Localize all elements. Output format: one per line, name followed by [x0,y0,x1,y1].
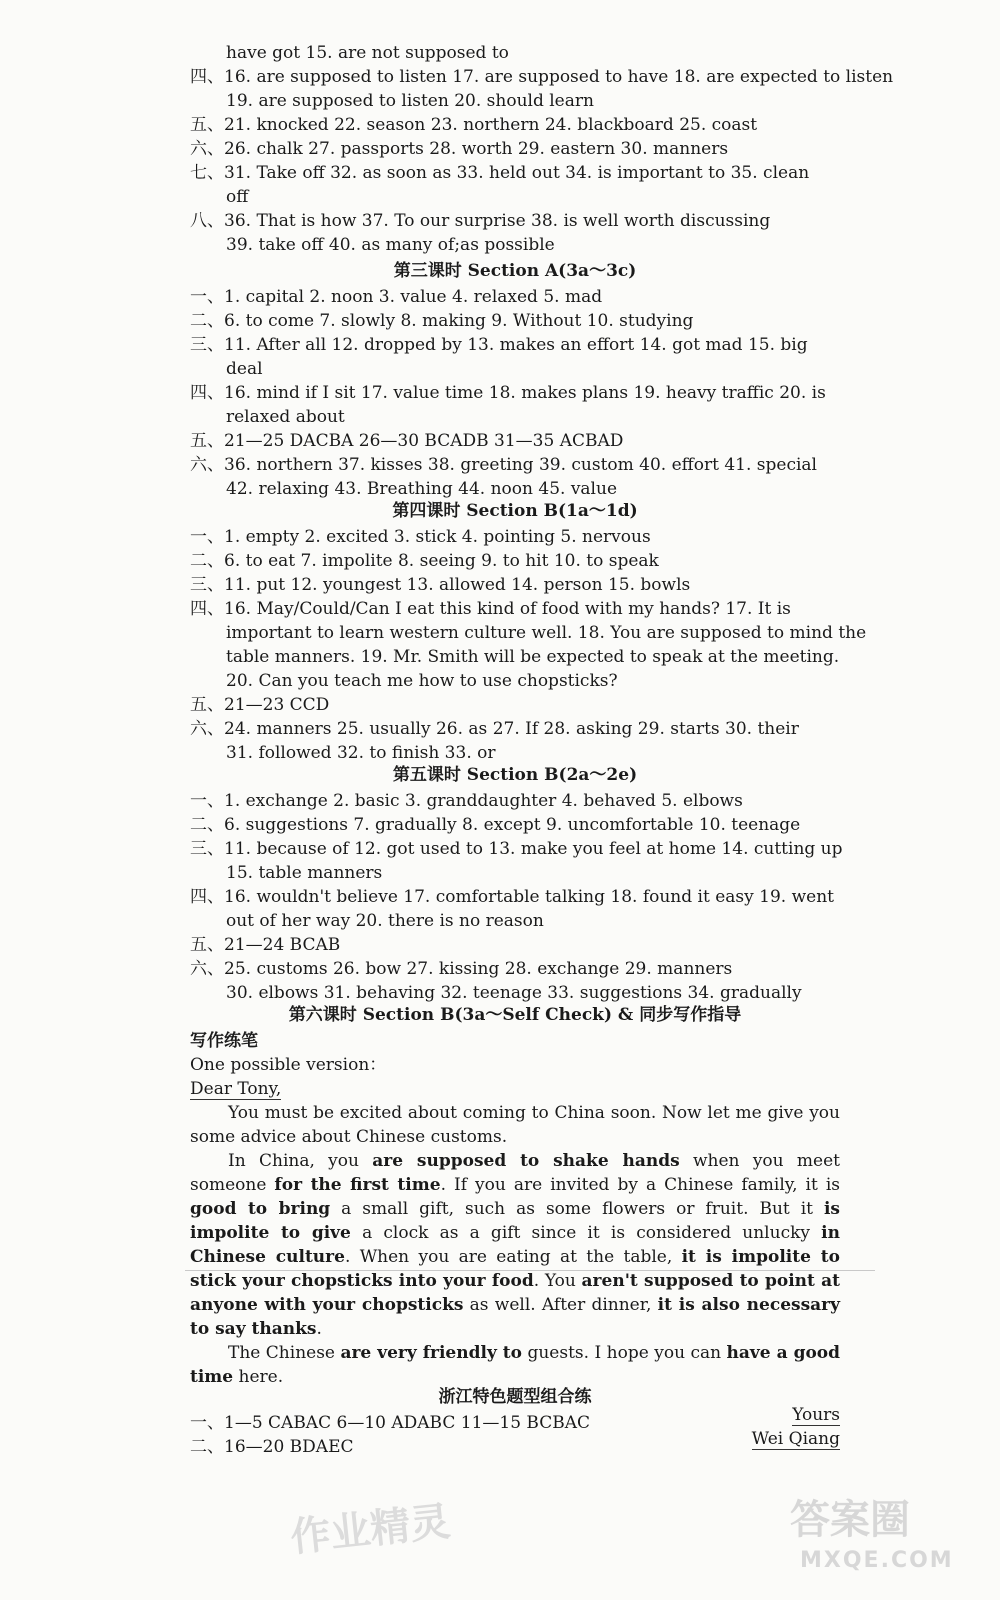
scan-divider [185,1270,875,1271]
answer-line: 三、11. put 12. youngest 13. allowed 14. person 15. bowls [190,575,691,595]
answer-line: 四、16. are supposed to listen 17. are supposed to have 18. are expected to listen [190,67,894,87]
answer-line: 八、36. That is how 37. To our surprise 38. is well worth discussing [190,211,771,231]
answer-line: 二、16—20 BDAEC [190,1437,354,1457]
answer-line: 四、16. mind if I sit 17. value time 18. makes plans 19. heavy traffic 20. is [190,383,826,403]
letter-closing: Yours [792,1405,840,1425]
answer-line: important to learn western culture well. 18. You are supposed to mind the [226,623,867,643]
answer-line: have got 15. are not supposed to [226,43,509,63]
writing-practice-label: 写作练笔 [190,1031,258,1051]
answer-line: 六、26. chalk 27. passports 28. worth 29. eastern 30. manners [190,139,729,159]
answer-line: 15. table manners [226,863,383,883]
answer-line: 30. elbows 31. behaving 32. teenage 33. suggestions 34. gradually [226,983,802,1003]
answer-line: 四、16. wouldn't believe 17. comfortable talking 18. found it easy 19. went [190,887,834,907]
watermark-right: 答案圈 [790,1497,910,1543]
answer-line: 五、21—23 CCD [190,695,330,715]
section-title: 第四课时 Section B(1a～1d) [392,501,638,521]
answer-line: 一、1. empty 2. excited 3. stick 4. pointing 5. nervous [190,527,651,547]
answer-line: 一、1. capital 2. noon 3. value 4. relaxed 5. mad [190,287,603,307]
section-zhejiang [190,1383,840,1459]
answer-line: table manners. 19. Mr. Smith will be expected to speak at the meeting. [226,647,840,667]
letter-paragraph-3: The Chinese are very friendly to guests. I hope you can have a good time here. [190,1343,841,1387]
letter-paragraph-1: You must be excited about coming to China soon. Now let me give you some advice about Chinese customs. [190,1103,840,1147]
section-title: 第三课时 Section A(3a～3c) [393,261,637,281]
answer-line: 19. are supposed to listen 20. should learn [226,91,594,111]
answer-line: 二、6. suggestions 7. gradually 8. except 9. uncomfortable 10. teenage [190,815,801,835]
letter-signature: Wei Qiang [751,1429,840,1449]
section-lesson-3 [190,257,840,501]
section-lesson-5 [190,761,843,1005]
section-title: 第五课时 Section B(2a～2e) [392,765,638,785]
answer-line: 31. followed 32. to finish 33. or [226,743,496,763]
answer-line: 六、36. northern 37. kisses 38. greeting 39. custom 40. effort 41. special [190,455,817,475]
answer-line: 二、6. to come 7. slowly 8. making 9. Without 10. studying [190,311,694,331]
section-title: 浙江特色题型组合练 [438,1387,592,1407]
answer-line: 一、1. exchange 2. basic 3. granddaughter 4. behaved 5. elbows [190,791,743,811]
answer-line: 20. Can you teach me how to use chopsticks? [226,671,618,691]
answer-line: 三、11. because of 12. got used to 13. make you feel at home 14. cutting up [190,839,843,859]
watermark-left: 作业精灵 [288,1498,453,1562]
answer-line: 五、21—24 BCAB [190,935,341,955]
letter-paragraph-2: In China, you are supposed to shake hands when you meet someone for the first time. If you are invited by a Chinese family, it is good to bring a small gift, such as some flowers or fruit. But it is impolite to give a clock as a gift since it is considered unlucky in Chinese culture. When you are eating at the table, it is impolite to stick your chopsticks into your food. You aren't supposed to point at anyone with your chopsticks as well. After dinner, it is also necessary to say thanks. [190,1151,841,1339]
answer-line: 五、21. knocked 22. season 23. northern 24. blackboard 25. coast [190,115,758,135]
answer-line: relaxed about [226,407,345,427]
section-continued [190,41,894,257]
letter-intro: One possible version： [190,1055,387,1075]
answer-line: 二、6. to eat 7. impolite 8. seeing 9. to hit 10. to speak [190,551,659,571]
answer-line: 五、21—25 DACBA 26—30 BCADB 31—35 ACBAD [190,431,624,451]
answer-line: 一、1—5 CABAC 6—10 ADABC 11—15 BCBAC [190,1413,591,1433]
answer-line: 三、11. After all 12. dropped by 13. makes an effort 14. got mad 15. big [190,335,808,355]
answer-line: out of her way 20. there is no reason [226,911,544,931]
letter-greeting: Dear Tony, [190,1079,282,1099]
section-title: 第六课时 Section B(3a～Self Check) & 同步写作指导 [288,1005,742,1025]
answer-line: off [226,187,249,207]
answer-line: 六、25. customs 26. bow 27. kissing 28. exchange 29. manners [190,959,733,979]
answer-line: 六、24. manners 25. usually 26. as 27. If 28. asking 29. starts 30. their [190,719,799,739]
answer-line: 42. relaxing 43. Breathing 44. noon 45. value [226,479,617,499]
answer-line: 七、31. Take off 32. as soon as 33. held out 34. is important to 35. clean [190,163,810,183]
answer-line: 39. take off 40. as many of;as possible [226,235,555,255]
watermark-site: MXQE.COM [800,1548,954,1573]
answer-line: deal [226,359,263,379]
section-lesson-4 [190,497,867,765]
answer-line: 四、16. May/Could/Can I eat this kind of food with my hands? 17. It is [190,599,791,619]
